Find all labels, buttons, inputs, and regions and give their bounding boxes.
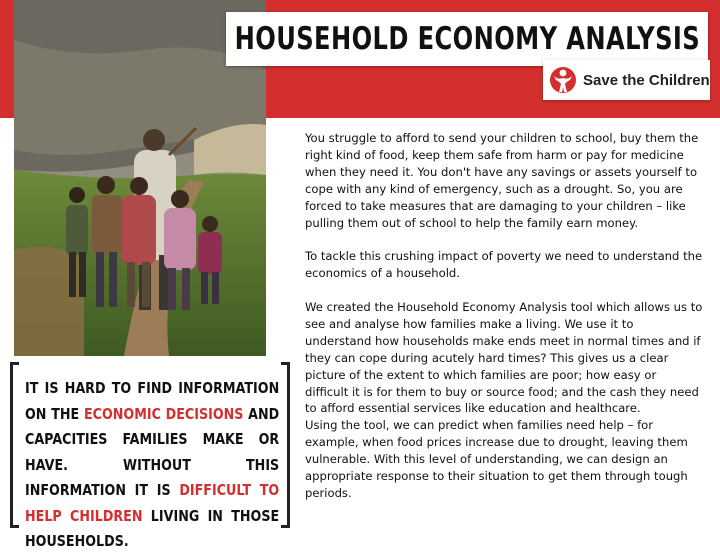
pull-quote [10,362,290,550]
quote-highlight-difficult-to-help: DIFFICULT TO HELP CHILDREN [25,481,280,525]
paragraph-2: To tackle this crushing impact of poverty we need to understand the economics of a household. [305,249,703,281]
logo-text: Save the Children [583,71,710,89]
quote-part-3: LIVING IN THOSE HOUSEHOLDS. [25,506,280,550]
article-body [305,130,703,519]
pull-quote-text [25,376,279,555]
left-bracket [10,362,19,528]
page-title: HOUSEHOLD ECONOMY ANALYSIS [234,21,700,57]
quote-highlight-economic-decisions: ECONOMIC DECISIONS [83,404,244,423]
paragraph-1: You struggle to afford to send your children to school, buy them the right kind of food, keep them safe from harm or pay for medicine when they need it. You don't have any savings or assets yourself to cope with any kind of emergency, such as a drought. So, you are forced to take measures that are damaging to your children – like pulling them out of school to help the family earn money. [305,131,699,230]
logo-figure-icon [549,63,577,97]
title-banner [226,12,708,66]
quote-part-1: IT IS HARD TO FIND INFORMATION ON THE [25,379,280,423]
quote-part-2: AND CAPACITIES FAMILIES MAKE OR HAVE. WITHOUT THIS INFORMATION IT IS [25,404,280,499]
paragraph-4: Using the tool, we can predict when families need help – for example, when food prices increase due to drought, leaving them vulnerable. With this level of understanding, we can design an appropriate response to their situation to get them through tough periods. [305,418,688,500]
save-the-children-logo [543,60,710,100]
paragraph-3: We created the Household Economy Analysis tool which allows us to see and analyse how families make a living. We use it to understand how households make ends meet in normal times and if they can cope during acutely hard times? This gives us a clear picture of the extent to which families are poor; how easy or difficult it is for them to buy or source food; and the cash they need to afford essential services like education and healthcare. [305,300,703,416]
right-bracket [281,362,290,528]
